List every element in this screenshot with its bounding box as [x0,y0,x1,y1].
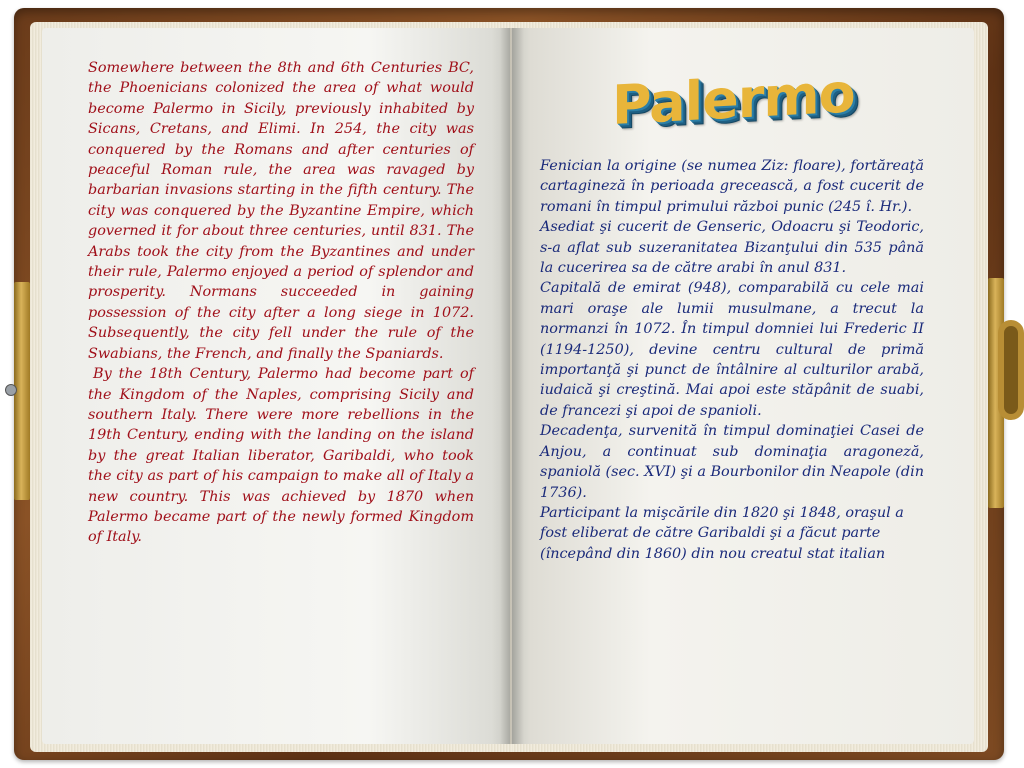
english-history-text [88,58,474,548]
right-paragraph-4: Decadenţa, survenită în timpul dominaţiei Casei de Anjou, a continuat sub dominaţia aragoneză, spaniolă (sec. XVI) şi a Bourbonilor din Neapole (din 1736). [540,423,924,501]
right-paragraph-1: Fenician la origine (se numea Ziz: floare), fortăreaţă cartagineză în perioada grecească, a fost cucerit de romani în timpul primului război punic (245 î. Hr.). [540,158,924,215]
right-paragraph-3: Capitală de emirat (948), comparabilă cu cele mai mari oraşe ale lumii musulmane, a trecut la normanzi în 1072. În timpul domniei lui Frederic II (1194-1250), devine centru cultural de primă importanţă şi punct de întâlnire al culturilor arabă, iudaică şi creştină. Mai apoi este stăpânit de suabi, de francezi şi apoi de spanioli. [540,280,924,419]
right-paragraph-2: Asediat şi cucerit de Genseric, Odoacru şi Teodoric, s-a aflat sub suzeranitatea Bizanţului din 535 până la cucerirea sa de către arabi în anul 831. [540,219,924,277]
right-paragraph-5: Participant la mişcările din 1820 şi 1848, oraşul a fost eliberat de către Garibaldi şi a făcut parte (începând din 1860) din nou creatul stat italian [540,504,904,562]
left-paragraph-2: By the 18th Century, Palermo had become part of the Kingdom of the Naples, comprising Sicily and southern Italy. There were more rebellions in the 19th Century, ending with the landing on the island by the great Italian liberator, Garibaldi, who took the city as part of his campaign to make all of Italy a new country. This was achieved by 1870 when Palermo became part of the newly formed Kingdom of Italy. [88,366,474,546]
left-paragraph-1: Somewhere between the 8th and 6th Centuries BC, the Phoenicians colonized the area of what would become Palermo in Sicily, previously inhabited by Sicans, Cretans, and Elimi. In 254, the city was conquered by the Romans and after centuries of peaceful Roman rule, the area was ravaged by barbarian invasions starting in the fifth century. The city was conquered by the Byzantine Empire, which governed it for about three centuries, until 831. The Arabs took the city from the Byzantines and under their rule, Palermo enjoyed a period of splendor and prosperity. Normans succeeded in gaining possession of the city after a long siege in 1072. Subsequently, the city fell under the rule of the Swabians, the French, and finally the Spaniards. [88,60,474,362]
metal-stud-icon [5,384,17,396]
book-spine [500,28,524,744]
palermo-title: Palermo [612,61,855,138]
romanian-history-text [540,156,924,564]
brass-clasp-icon [998,320,1024,420]
